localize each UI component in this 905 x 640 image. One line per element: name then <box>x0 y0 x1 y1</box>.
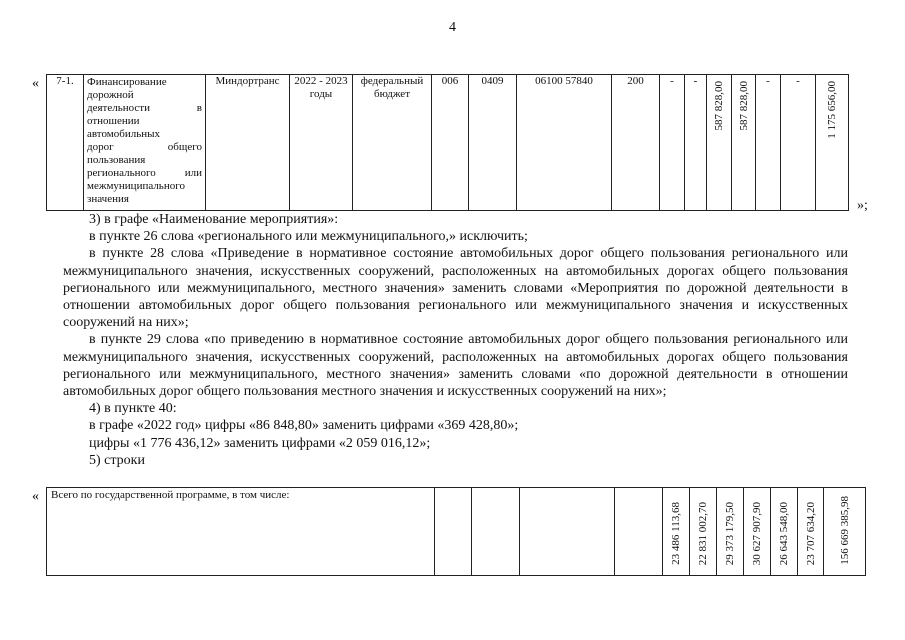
desc-line: пользования <box>87 154 146 166</box>
row-budget: федеральный бюджет <box>353 75 432 211</box>
total-label: Всего по государственной программе, в том числе: <box>47 488 435 576</box>
amendment-text <box>63 211 848 469</box>
empty-cell <box>472 488 520 576</box>
desc-line: значения <box>87 193 129 205</box>
paragraph: в пункте 29 слова «по приведению в нормативное состояние автомобильных дорог общего пользования регионального или межмуниципального значения, искусственных сооружений, расположенных на автомобильных дорогах общего пользования регионального или межмуниципального, местного значения» заменить словами «по дорожной деятельности в отношении автомобильных дорог общего пользования местного значения и искусственных сооружений на них»; <box>63 332 848 400</box>
empty-cell <box>520 488 615 576</box>
paragraph: в графе «2022 год» цифры «86 848,80» заменить цифрами «369 428,80»; <box>89 418 519 434</box>
row-value-2020: - <box>660 75 685 211</box>
total-value-2023: 30 627 907,90 <box>744 488 771 576</box>
row-value-2022: 587 828,00 <box>707 75 732 211</box>
page-number: 4 <box>449 20 456 35</box>
row-value-2021: - <box>685 75 707 211</box>
row-description <box>84 75 206 211</box>
row-period: 2022 - 2023 годы <box>290 75 353 211</box>
paragraph: в пункте 28 слова «Приведение в нормативное состояние автомобильных дорог общего пользования регионального или межмуниципального значения, искусственных сооружений, расположенных на автомобильных дорогах общего пользования регионального или межмуниципального, местного значения» заменить словами «Мероприятия по дорожной деятельности в отношении автомобильных дорог общего пользования регионального или межмуниципального значения и искусственных сооружений на них»; <box>63 246 848 331</box>
total-value-2025: 23 707 634,20 <box>798 488 824 576</box>
row-value-total: 1 175 656,00 <box>816 75 849 211</box>
total-value-2022: 29 373 179,50 <box>717 488 744 576</box>
row-value-2023: 587 828,00 <box>732 75 756 211</box>
row-value-2025: - <box>781 75 816 211</box>
desc-line: автомобильных <box>87 128 160 140</box>
open-quote-1: « <box>32 76 39 91</box>
paragraph: 5) строки <box>89 452 145 468</box>
paragraph: цифры «1 776 436,12» заменить цифрами «2 059 016,12»; <box>89 435 431 451</box>
row-code-grbs: 006 <box>432 75 469 211</box>
total-value-sum: 156 669 385,98 <box>824 488 866 576</box>
row-number: 7-1. <box>47 75 84 211</box>
close-quote-1: »; <box>857 198 868 213</box>
total-value-2024: 26 643 548,00 <box>771 488 798 576</box>
desc-line: регионального или <box>87 167 202 179</box>
empty-cell <box>615 488 663 576</box>
desc-line: дорог общего <box>87 141 202 153</box>
paragraph: 4) в пункте 40: <box>89 401 177 417</box>
paragraph: в пункте 26 слова «регионального или межмуниципального,» исключить; <box>89 229 528 245</box>
table-row-7-1 <box>46 74 849 211</box>
desc-line: деятельности в <box>87 102 202 114</box>
desc-line: Финансирование <box>87 76 167 88</box>
total-value-2021: 22 831 002,70 <box>690 488 717 576</box>
row-value-2024: - <box>756 75 781 211</box>
open-quote-2: « <box>32 489 39 504</box>
paragraph: 3) в графе «Наименование мероприятия»: <box>89 212 339 227</box>
table-row-total <box>46 487 866 576</box>
row-code-type: 200 <box>612 75 660 211</box>
desc-line: отношении <box>87 115 140 127</box>
empty-cell <box>435 488 472 576</box>
desc-line: межмуниципального <box>87 180 185 192</box>
desc-line: дорожной <box>87 89 134 101</box>
total-value-2020: 23 486 113,68 <box>663 488 690 576</box>
row-executor: Миндортранс <box>206 75 290 211</box>
row-code-target: 06100 57840 <box>517 75 612 211</box>
row-code-section: 0409 <box>469 75 517 211</box>
